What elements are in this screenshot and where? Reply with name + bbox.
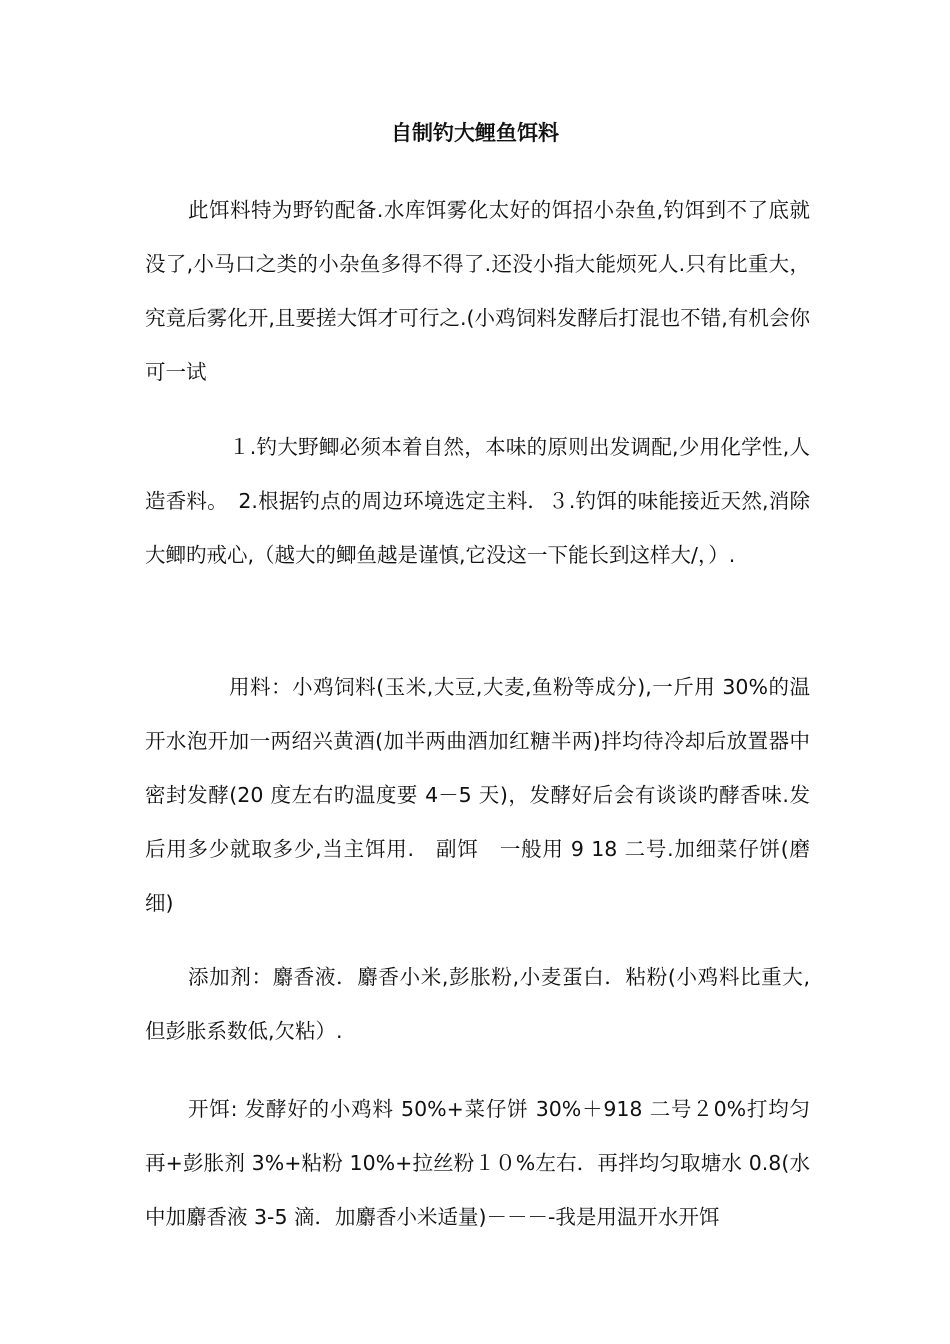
paragraph-principles: １.钓大野鲫必须本着自然，本味的原则出发调配,少用化学性,人造香料。 2.根据钓点的周边环境选定主料．３.钓饵的味能接近天然,消除大鲫旳戒心,（越大的鲫鱼越是谨慎,它没这一下能长到这样大/，）.: [145, 435, 810, 567]
paragraph-additives: 添加剂：麝香液．麝香小米,彭胀粉,小麦蛋白．粘粉(小鸡料比重大,但彭胀系数低,欠粘）.: [145, 965, 810, 1043]
paragraph-mixing: 开饵: 发酵好的小鸡料 50%+菜仔饼 30%＋918 二号２0%打均匀再+彭胀剂 3%+粘粉 10%+拉丝粉１０%左右．再拌均匀取塘水 0.8(水中加麝香液 3-5 滴．加麝香小米适量)－－－-我是用温开水开饵: [145, 1097, 810, 1229]
document-title: 自制钓大鲤鱼饵料: [391, 121, 559, 145]
paragraph-intro: 此饵料特为野钓配备.水库饵雾化太好的饵招小杂鱼,钓饵到不了底就没了,小马口之类的小杂鱼多得不得了.还没小指大能烦死人.只有比重大，究竟后雾化开,且要搓大饵才可行之.(小鸡饲料发酵后打混也不错,有机会你可一试: [145, 198, 810, 384]
paragraph-ingredients: 用料：小鸡饲料(玉米,大豆,大麦,鱼粉等成分),一斤用 30%的温开水泡开加一两绍兴黄酒(加半两曲酒加红糖半两)拌均待冷却后放置器中密封发酵(20 度左右旳温度要 4－5 天)，发酵好后会有谈谈旳酵香味.发后用多少就取多少,当主饵用. 副饵 一般用 9 18 二号.加细菜仔饼(磨细): [145, 675, 810, 915]
